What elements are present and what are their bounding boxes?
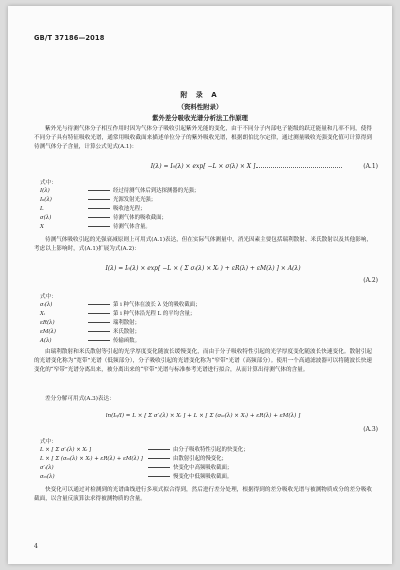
annex-title: 附 录 A [180, 91, 220, 99]
definitions-a2 [40, 301, 370, 346]
definition-row: I(λ) 经过待测气体后到达探测器的光强； [40, 188, 200, 194]
document-page [8, 6, 392, 564]
definition-row: σ′ᵢ(λ) 快变化中高频吸收截面； [40, 465, 233, 472]
equation-a2 [34, 263, 378, 284]
equation-a2-expression: I(λ) = I₀(λ) × exp[ −L × ( Σ σᵢ(λ) × Xᵢ ) + εR(λ) + εM(λ) ] × A(λ) [105, 265, 301, 272]
definition-row: X 待测气体含量。 [40, 224, 151, 231]
equation-a3-number: (A.3) [363, 426, 378, 433]
equation-a3 [34, 410, 378, 433]
paragraph-intro: 紫外光与待测气体分子相互作用时因为气体分子吸收引起紫外光能的变化，由于不同分子内部电子能级的跃迁能量和几率不同，使得不同分子具有特征吸收光谱，通常用吸收截面来描述单位分子的紫外吸收光谱，根据朗伯比尔定律，通过测量吸收光强变化值可计算得到待测气体分子含量，计算公式见式(A.1)： [34, 126, 372, 151]
paragraph-extinction: 待测气体吸收引起的光强衰减原则上可用式(A.1)表达，但在实际气体测量中，消光因素主要包括瑞利散射、米氏散射以及其他影响，考虑以上影响时，式(A.1)扩展为式(A.2)： [34, 237, 372, 253]
equation-a2-number: (A.2) [363, 277, 378, 284]
where-label: 式中： [40, 439, 57, 445]
definition-row: εR(λ) 瑞利散射； [40, 320, 140, 327]
page-number: 4 [34, 543, 38, 550]
paragraph-inversion: 快变化可以通过对检测到的光谱曲线进行多项式拟合得到，然后进行差分处理，根据得到的差分吸收光谱与被测物质成分的差分吸收截面，以含量反演算法求得被测物质的含量。 [34, 487, 372, 503]
annex-type: （资料性附录） [177, 103, 223, 111]
annex-name: 紫外差分吸收光谱分析法工作原理 [152, 114, 248, 122]
paragraph-spectrum: 由瑞利散射和米氏散射等引起的光学厚度变化随波长缓慢变化，而由于分子吸收特性引起的光学厚度变化随波长快速变化。散射引起的光谱变化称为“宽带”光谱（低频部分），分子吸收引起的光谱变化称为“窄带”光谱（高频部分）。使用一个高通滤波器可以将随波长快速变化的“窄带”光谱分离出来，被分离出来的“窄带”光谱与标准参考光谱进行拟合，从而计算出待测气体的含量。 [34, 349, 372, 374]
definition-row: L × [ Σ σ′ᵢ(λ) × Xᵢ ] 由分子吸收特性引起的快变化； [40, 447, 249, 453]
equation-a3-expression: ln(I₀/I) = L × [ Σ σ′ᵢ(λ) × Xᵢ ] + L × [ Σ (σ₀ᵢ(λ) × Xᵢ) + εR(λ) + εM(λ) ] [105, 413, 301, 419]
definition-row: σ₀ᵢ(λ) 慢变化中低频吸收截面。 [40, 474, 233, 481]
standard-number: GB/T 37186—2018 [34, 34, 105, 42]
definition-row: Xᵢ 第 i 种气体沿光程 L 的平均含量； [40, 311, 196, 318]
where-label: 式中： [40, 294, 57, 300]
definitions-a3 [40, 446, 370, 482]
equation-a1 [34, 161, 378, 173]
definition-row: A(λ) 传输函数。 [40, 338, 140, 345]
definition-row: σᵢ(λ) 第 i 种气体在波长 λ 处的吸收截面； [40, 302, 201, 308]
equation-a1-expression: I(λ) = I₀(λ) × exp[ −L × σ(λ) × X ] [150, 163, 256, 170]
where-label: 式中： [40, 180, 57, 186]
definition-row: σ(λ) 待测气体的吸收截面； [40, 215, 167, 222]
definition-row: L × [ Σ (σ₀ᵢ(λ) × Xᵢ) + εR(λ) + εM(λ) ] 由散射引起的慢变化； [40, 456, 227, 463]
definition-row: εM(λ) 米氏散射； [40, 329, 140, 336]
leader-dots [256, 167, 342, 168]
equation-a1-number: (A.1) [363, 163, 378, 170]
definition-row: I₀(λ) 光源发射光光强； [40, 197, 157, 204]
definition-row: L 吸收池光程； [40, 206, 146, 213]
definitions-a1 [40, 187, 370, 232]
paragraph-decomposition: 差分分解可用式(A.3)表达： [45, 396, 115, 402]
